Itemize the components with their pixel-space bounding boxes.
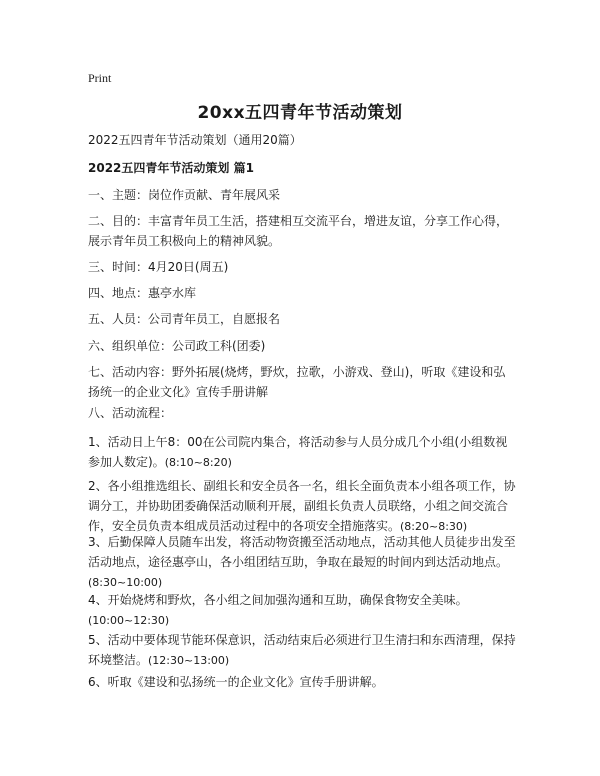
item-participants: 五、人员：公司青年员工，自愿报名: [88, 312, 281, 326]
step-2: [88, 476, 516, 537]
step-5: [88, 630, 516, 671]
step-2-text: 2、各小组推选组长、副组长和安全员各一名，组长全面负责本小组各项工作，协调分工，并协助团委确保活动顺利开展，副组长负责人员联络，小组之间交流合作，安全员负责本组成员活动过程中的各项安全措施落实。: [88, 479, 516, 533]
page-title: 20xx五四青年节活动策划: [197, 103, 403, 123]
step-1-time: (8:10~8:20): [164, 456, 232, 469]
step-1-text: 1、活动日上午8：00在公司院内集合，将活动参与人员分成几个小组(小组数视参加人数定)。: [88, 435, 508, 469]
item-location: 四、地点：惠亭水库: [88, 286, 197, 300]
step-6-text: 6、听取《建设和弘扬统一的企业文化》宣传手册讲解。: [88, 675, 384, 689]
item-theme: 一、主题：岗位作贡献、青年展风采: [88, 188, 281, 202]
step-5-time: (12:30~13:00): [148, 654, 230, 667]
step-3-text: 3、后勤保障人员随车出发，将活动物资搬至活动地点，活动其他人员徒步出发至活动地点，途径惠亭山，各小组团结互助，争取在最短的时间内到达活动地点。: [88, 535, 516, 569]
subtitle: 2022五四青年节活动策划（通用20篇）: [88, 133, 302, 147]
step-1: [88, 432, 516, 473]
item-purpose: 二、目的：丰富青年员工生活，搭建相互交流平台，增进友谊，分享工作心得，展示青年员工积极向上的精神风貌。: [88, 214, 509, 248]
step-4: [88, 590, 516, 631]
step-4-time: (10:00~12:30): [88, 614, 170, 627]
print-label[interactable]: Print: [88, 71, 112, 85]
item-flow-heading: 八、活动流程：: [88, 406, 173, 420]
item-content: 七、活动内容：野外拓展(烧烤，野炊，拉歌，小游戏、登山)，听取《建设和弘扬统一的企业文化》宣传手册讲解: [88, 365, 506, 399]
step-3: [88, 532, 516, 593]
item-time: 三、时间：4月20日(周五): [88, 260, 229, 274]
step-5-text: 5、活动中要体现节能环保意识，活动结束后必须进行卫生清扫和东西清理，保持环境整洁。: [88, 633, 516, 667]
step-6: [88, 672, 516, 693]
step-2-time: (8:20~8:30): [400, 520, 468, 533]
item-organizer: 六、组织单位：公司政工科(团委): [88, 339, 266, 353]
step-4-text: 4、开始烧烤和野炊，各小组之间加强沟通和互助，确保食物安全美味。: [88, 593, 468, 607]
step-3-time: (8:30~10:00): [88, 576, 163, 589]
section-heading: 2022五四青年节活动策划 篇1: [88, 161, 254, 175]
